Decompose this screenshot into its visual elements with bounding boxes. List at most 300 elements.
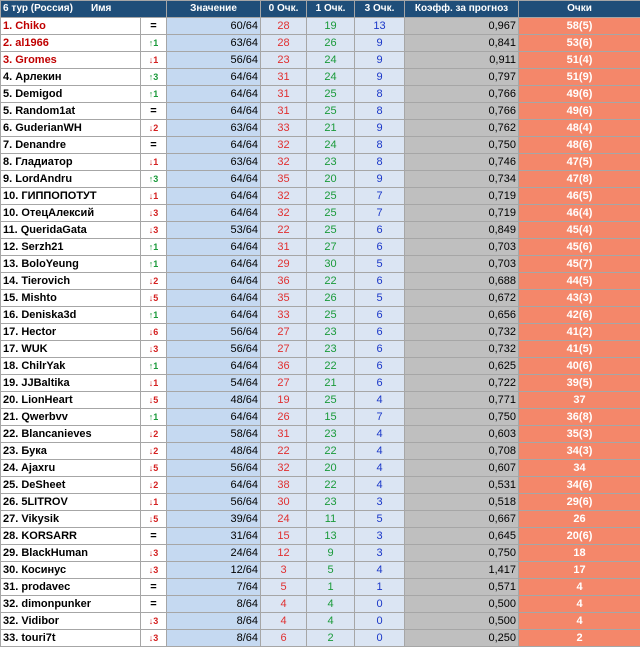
value-cell: 8/64 xyxy=(167,613,261,630)
three-points-cell: 6 xyxy=(355,375,405,392)
table-row xyxy=(1,494,640,511)
table-row xyxy=(1,154,640,171)
one-point-cell: 22 xyxy=(307,477,355,494)
player-name: 17. WUK xyxy=(1,341,141,358)
coefficient-cell: 0,746 xyxy=(405,154,519,171)
one-point-cell: 21 xyxy=(307,120,355,137)
coefficient-cell: 0,518 xyxy=(405,494,519,511)
three-points-cell: 8 xyxy=(355,154,405,171)
header-zero: 0 Очк. xyxy=(261,1,307,18)
position-change: = xyxy=(141,18,167,35)
coefficient-cell: 0,607 xyxy=(405,460,519,477)
table-row xyxy=(1,137,640,154)
one-point-cell: 22 xyxy=(307,358,355,375)
coefficient-cell: 0,732 xyxy=(405,324,519,341)
three-points-cell: 8 xyxy=(355,103,405,120)
table-row xyxy=(1,307,640,324)
position-change: ↓5 xyxy=(141,511,167,528)
value-cell: 63/64 xyxy=(167,35,261,52)
zero-points-cell: 31 xyxy=(261,239,307,256)
coefficient-cell: 0,771 xyxy=(405,392,519,409)
points-cell: 20(6) xyxy=(519,528,640,545)
value-cell: 64/64 xyxy=(167,239,261,256)
value-cell: 39/64 xyxy=(167,511,261,528)
three-points-cell: 13 xyxy=(355,18,405,35)
one-point-cell: 25 xyxy=(307,222,355,239)
player-name: 15. Mishto xyxy=(1,290,141,307)
value-cell: 12/64 xyxy=(167,562,261,579)
three-points-cell: 4 xyxy=(355,392,405,409)
points-cell: 40(6) xyxy=(519,358,640,375)
three-points-cell: 9 xyxy=(355,171,405,188)
coefficient-cell: 0,734 xyxy=(405,171,519,188)
coefficient-cell: 0,967 xyxy=(405,18,519,35)
player-name: 9. LordAndru xyxy=(1,171,141,188)
zero-points-cell: 27 xyxy=(261,375,307,392)
position-change: ↓5 xyxy=(141,392,167,409)
player-name: 5. Random1at xyxy=(1,103,141,120)
value-cell: 24/64 xyxy=(167,545,261,562)
points-cell: 58(5) xyxy=(519,18,640,35)
player-name: 11. QueridaGata xyxy=(1,222,141,239)
one-point-cell: 24 xyxy=(307,69,355,86)
points-cell: 34 xyxy=(519,460,640,477)
table-row xyxy=(1,120,640,137)
coefficient-cell: 0,911 xyxy=(405,52,519,69)
position-change: ↓2 xyxy=(141,120,167,137)
one-point-cell: 24 xyxy=(307,137,355,154)
three-points-cell: 9 xyxy=(355,69,405,86)
position-change: ↓1 xyxy=(141,188,167,205)
value-cell: 8/64 xyxy=(167,596,261,613)
points-cell: 17 xyxy=(519,562,640,579)
zero-points-cell: 27 xyxy=(261,324,307,341)
position-change: ↓3 xyxy=(141,341,167,358)
position-change: ↑1 xyxy=(141,256,167,273)
table-row xyxy=(1,103,640,120)
coefficient-cell: 0,531 xyxy=(405,477,519,494)
three-points-cell: 7 xyxy=(355,409,405,426)
zero-points-cell: 28 xyxy=(261,35,307,52)
position-change: ↓2 xyxy=(141,273,167,290)
table-row xyxy=(1,392,640,409)
points-cell: 4 xyxy=(519,579,640,596)
value-cell: 48/64 xyxy=(167,392,261,409)
position-change: ↓5 xyxy=(141,460,167,477)
value-cell: 7/64 xyxy=(167,579,261,596)
zero-points-cell: 31 xyxy=(261,86,307,103)
one-point-cell: 24 xyxy=(307,52,355,69)
points-cell: 41(2) xyxy=(519,324,640,341)
table-row xyxy=(1,596,640,613)
one-point-cell: 20 xyxy=(307,460,355,477)
zero-points-cell: 26 xyxy=(261,409,307,426)
table-row xyxy=(1,528,640,545)
position-change: ↓3 xyxy=(141,205,167,222)
one-point-cell: 23 xyxy=(307,324,355,341)
value-cell: 53/64 xyxy=(167,222,261,239)
player-name: 32. dimonpunker xyxy=(1,596,141,613)
position-change: ↓3 xyxy=(141,613,167,630)
one-point-cell: 25 xyxy=(307,86,355,103)
coefficient-cell: 0,797 xyxy=(405,69,519,86)
zero-points-cell: 38 xyxy=(261,477,307,494)
coefficient-cell: 0,750 xyxy=(405,545,519,562)
three-points-cell: 0 xyxy=(355,613,405,630)
one-point-cell: 21 xyxy=(307,375,355,392)
zero-points-cell: 30 xyxy=(261,494,307,511)
table-body xyxy=(1,18,640,647)
coefficient-cell: 0,750 xyxy=(405,409,519,426)
table-row xyxy=(1,273,640,290)
player-name: 19. JJBaltika xyxy=(1,375,141,392)
position-change: ↑1 xyxy=(141,239,167,256)
zero-points-cell: 32 xyxy=(261,154,307,171)
table-row xyxy=(1,222,640,239)
player-name: 4. Арлекин xyxy=(1,69,141,86)
one-point-cell: 25 xyxy=(307,103,355,120)
value-cell: 64/64 xyxy=(167,171,261,188)
one-point-cell: 23 xyxy=(307,426,355,443)
coefficient-cell: 0,667 xyxy=(405,511,519,528)
three-points-cell: 6 xyxy=(355,273,405,290)
points-cell: 4 xyxy=(519,613,640,630)
one-point-cell: 5 xyxy=(307,562,355,579)
three-points-cell: 6 xyxy=(355,358,405,375)
points-cell: 18 xyxy=(519,545,640,562)
table-row xyxy=(1,477,640,494)
one-point-cell: 15 xyxy=(307,409,355,426)
three-points-cell: 3 xyxy=(355,545,405,562)
coefficient-cell: 0,722 xyxy=(405,375,519,392)
value-cell: 56/64 xyxy=(167,324,261,341)
one-point-cell: 25 xyxy=(307,188,355,205)
value-cell: 64/64 xyxy=(167,86,261,103)
points-cell: 26 xyxy=(519,511,640,528)
coefficient-cell: 0,719 xyxy=(405,188,519,205)
position-change: = xyxy=(141,528,167,545)
position-change: ↓3 xyxy=(141,562,167,579)
points-cell: 45(7) xyxy=(519,256,640,273)
player-name: 31. prodavec xyxy=(1,579,141,596)
zero-points-cell: 31 xyxy=(261,103,307,120)
coefficient-cell: 0,672 xyxy=(405,290,519,307)
position-change: ↑1 xyxy=(141,358,167,375)
zero-points-cell: 32 xyxy=(261,188,307,205)
three-points-cell: 0 xyxy=(355,630,405,647)
coefficient-cell: 0,708 xyxy=(405,443,519,460)
points-cell: 29(6) xyxy=(519,494,640,511)
one-point-cell: 2 xyxy=(307,630,355,647)
value-cell: 64/64 xyxy=(167,256,261,273)
value-cell: 63/64 xyxy=(167,120,261,137)
one-point-cell: 30 xyxy=(307,256,355,273)
points-cell: 47(5) xyxy=(519,154,640,171)
table-row xyxy=(1,205,640,222)
header-tour: 6 тур (Россия) xyxy=(3,3,73,14)
header-tour-name xyxy=(1,1,167,18)
player-name: 21. Qwerbvv xyxy=(1,409,141,426)
position-change: ↑1 xyxy=(141,307,167,324)
player-name: 27. Vikysik xyxy=(1,511,141,528)
header-one: 1 Очк. xyxy=(307,1,355,18)
value-cell: 56/64 xyxy=(167,341,261,358)
zero-points-cell: 12 xyxy=(261,545,307,562)
three-points-cell: 6 xyxy=(355,307,405,324)
value-cell: 56/64 xyxy=(167,460,261,477)
points-cell: 36(8) xyxy=(519,409,640,426)
zero-points-cell: 36 xyxy=(261,358,307,375)
points-cell: 34(6) xyxy=(519,477,640,494)
value-cell: 63/64 xyxy=(167,154,261,171)
table-row xyxy=(1,52,640,69)
one-point-cell: 22 xyxy=(307,443,355,460)
coefficient-cell: 0,250 xyxy=(405,630,519,647)
three-points-cell: 7 xyxy=(355,188,405,205)
player-name: 25. DeSheet xyxy=(1,477,141,494)
one-point-cell: 1 xyxy=(307,579,355,596)
zero-points-cell: 35 xyxy=(261,171,307,188)
position-change: ↓1 xyxy=(141,494,167,511)
coefficient-cell: 0,571 xyxy=(405,579,519,596)
position-change: ↓1 xyxy=(141,375,167,392)
position-change: = xyxy=(141,596,167,613)
points-cell: 34(3) xyxy=(519,443,640,460)
points-cell: 44(5) xyxy=(519,273,640,290)
value-cell: 64/64 xyxy=(167,205,261,222)
table-row xyxy=(1,358,640,375)
three-points-cell: 4 xyxy=(355,562,405,579)
three-points-cell: 4 xyxy=(355,477,405,494)
three-points-cell: 8 xyxy=(355,137,405,154)
table-row xyxy=(1,426,640,443)
position-change: ↑1 xyxy=(141,86,167,103)
value-cell: 64/64 xyxy=(167,188,261,205)
position-change: ↓3 xyxy=(141,630,167,647)
position-change: ↑3 xyxy=(141,171,167,188)
value-cell: 56/64 xyxy=(167,52,261,69)
three-points-cell: 5 xyxy=(355,256,405,273)
value-cell: 64/64 xyxy=(167,307,261,324)
value-cell: 64/64 xyxy=(167,137,261,154)
points-cell: 53(6) xyxy=(519,35,640,52)
header-value: Значение xyxy=(167,1,261,18)
points-cell: 45(4) xyxy=(519,222,640,239)
table-row xyxy=(1,256,640,273)
three-points-cell: 5 xyxy=(355,511,405,528)
three-points-cell: 3 xyxy=(355,494,405,511)
three-points-cell: 4 xyxy=(355,426,405,443)
one-point-cell: 26 xyxy=(307,35,355,52)
table-row xyxy=(1,613,640,630)
table-row xyxy=(1,341,640,358)
points-cell: 35(3) xyxy=(519,426,640,443)
coefficient-cell: 0,603 xyxy=(405,426,519,443)
points-cell: 42(6) xyxy=(519,307,640,324)
three-points-cell: 3 xyxy=(355,528,405,545)
table-row xyxy=(1,545,640,562)
points-cell: 4 xyxy=(519,596,640,613)
zero-points-cell: 27 xyxy=(261,341,307,358)
zero-points-cell: 28 xyxy=(261,18,307,35)
one-point-cell: 23 xyxy=(307,341,355,358)
table-row xyxy=(1,409,640,426)
three-points-cell: 4 xyxy=(355,443,405,460)
points-cell: 48(4) xyxy=(519,120,640,137)
coefficient-cell: 0,732 xyxy=(405,341,519,358)
three-points-cell: 6 xyxy=(355,239,405,256)
points-cell: 2 xyxy=(519,630,640,647)
header-row xyxy=(1,1,640,18)
player-name: 26. 5LITROV xyxy=(1,494,141,511)
value-cell: 64/64 xyxy=(167,358,261,375)
player-name: 30. Косинус xyxy=(1,562,141,579)
player-name: 14. Tierovich xyxy=(1,273,141,290)
zero-points-cell: 36 xyxy=(261,273,307,290)
player-name: 16. Deniska3d xyxy=(1,307,141,324)
three-points-cell: 6 xyxy=(355,324,405,341)
coefficient-cell: 0,719 xyxy=(405,205,519,222)
value-cell: 60/64 xyxy=(167,18,261,35)
player-name: 24. Ajaxru xyxy=(1,460,141,477)
value-cell: 64/64 xyxy=(167,409,261,426)
position-change: ↓2 xyxy=(141,443,167,460)
position-change: ↓1 xyxy=(141,154,167,171)
zero-points-cell: 31 xyxy=(261,69,307,86)
zero-points-cell: 22 xyxy=(261,222,307,239)
points-cell: 43(3) xyxy=(519,290,640,307)
table-row xyxy=(1,460,640,477)
coefficient-cell: 0,688 xyxy=(405,273,519,290)
points-cell: 46(5) xyxy=(519,188,640,205)
points-cell: 46(4) xyxy=(519,205,640,222)
table-row xyxy=(1,188,640,205)
table-row xyxy=(1,86,640,103)
player-name: 32. Vidibor xyxy=(1,613,141,630)
one-point-cell: 27 xyxy=(307,239,355,256)
one-point-cell: 20 xyxy=(307,171,355,188)
position-change: ↓3 xyxy=(141,222,167,239)
player-name: 23. Бука xyxy=(1,443,141,460)
one-point-cell: 26 xyxy=(307,290,355,307)
coefficient-cell: 0,841 xyxy=(405,35,519,52)
value-cell: 31/64 xyxy=(167,528,261,545)
table-row xyxy=(1,69,640,86)
player-name: 1. Chiko xyxy=(1,18,141,35)
value-cell: 64/64 xyxy=(167,477,261,494)
three-points-cell: 0 xyxy=(355,596,405,613)
player-name: 28. KORSARR xyxy=(1,528,141,545)
one-point-cell: 23 xyxy=(307,154,355,171)
coefficient-cell: 0,703 xyxy=(405,239,519,256)
table-row xyxy=(1,35,640,52)
position-change: ↓5 xyxy=(141,290,167,307)
player-name: 3. Gromes xyxy=(1,52,141,69)
zero-points-cell: 32 xyxy=(261,137,307,154)
zero-points-cell: 19 xyxy=(261,392,307,409)
points-cell: 51(4) xyxy=(519,52,640,69)
three-points-cell: 9 xyxy=(355,120,405,137)
three-points-cell: 9 xyxy=(355,35,405,52)
position-change: ↓2 xyxy=(141,426,167,443)
three-points-cell: 6 xyxy=(355,222,405,239)
three-points-cell: 4 xyxy=(355,460,405,477)
value-cell: 64/64 xyxy=(167,69,261,86)
one-point-cell: 19 xyxy=(307,18,355,35)
header-name: Имя xyxy=(91,3,111,14)
player-name: 7. Denandre xyxy=(1,137,141,154)
player-name: 6. GuderianWH xyxy=(1,120,141,137)
table-row xyxy=(1,579,640,596)
zero-points-cell: 3 xyxy=(261,562,307,579)
coefficient-cell: 0,500 xyxy=(405,613,519,630)
three-points-cell: 6 xyxy=(355,341,405,358)
points-cell: 49(6) xyxy=(519,103,640,120)
points-cell: 51(9) xyxy=(519,69,640,86)
position-change: = xyxy=(141,137,167,154)
player-name: 2. al1966 xyxy=(1,35,141,52)
zero-points-cell: 35 xyxy=(261,290,307,307)
coefficient-cell: 0,645 xyxy=(405,528,519,545)
table-row xyxy=(1,630,640,647)
one-point-cell: 22 xyxy=(307,273,355,290)
table-row xyxy=(1,511,640,528)
coefficient-cell: 1,417 xyxy=(405,562,519,579)
one-point-cell: 25 xyxy=(307,307,355,324)
player-name: 17. Hector xyxy=(1,324,141,341)
position-change: ↑3 xyxy=(141,69,167,86)
zero-points-cell: 31 xyxy=(261,426,307,443)
value-cell: 58/64 xyxy=(167,426,261,443)
player-name: 22. Blancanieves xyxy=(1,426,141,443)
points-cell: 39(5) xyxy=(519,375,640,392)
zero-points-cell: 33 xyxy=(261,307,307,324)
position-change: ↓1 xyxy=(141,52,167,69)
coefficient-cell: 0,625 xyxy=(405,358,519,375)
points-cell: 37 xyxy=(519,392,640,409)
zero-points-cell: 29 xyxy=(261,256,307,273)
coefficient-cell: 0,500 xyxy=(405,596,519,613)
coefficient-cell: 0,750 xyxy=(405,137,519,154)
position-change: ↑1 xyxy=(141,35,167,52)
points-cell: 41(5) xyxy=(519,341,640,358)
player-name: 8. Гладиатор xyxy=(1,154,141,171)
three-points-cell: 1 xyxy=(355,579,405,596)
zero-points-cell: 33 xyxy=(261,120,307,137)
points-cell: 45(6) xyxy=(519,239,640,256)
player-name: 10. ГИППОПОТУТ xyxy=(1,188,141,205)
points-cell: 49(6) xyxy=(519,86,640,103)
position-change: ↓6 xyxy=(141,324,167,341)
value-cell: 54/64 xyxy=(167,375,261,392)
player-name: 12. Serzh21 xyxy=(1,239,141,256)
value-cell: 56/64 xyxy=(167,494,261,511)
coefficient-cell: 0,849 xyxy=(405,222,519,239)
points-cell: 47(8) xyxy=(519,171,640,188)
coefficient-cell: 0,656 xyxy=(405,307,519,324)
position-change: ↑1 xyxy=(141,409,167,426)
zero-points-cell: 23 xyxy=(261,52,307,69)
zero-points-cell: 4 xyxy=(261,613,307,630)
player-name: 18. ChilrYak xyxy=(1,358,141,375)
one-point-cell: 13 xyxy=(307,528,355,545)
value-cell: 48/64 xyxy=(167,443,261,460)
points-cell: 48(6) xyxy=(519,137,640,154)
one-point-cell: 25 xyxy=(307,392,355,409)
zero-points-cell: 4 xyxy=(261,596,307,613)
table-row xyxy=(1,443,640,460)
table-row xyxy=(1,290,640,307)
